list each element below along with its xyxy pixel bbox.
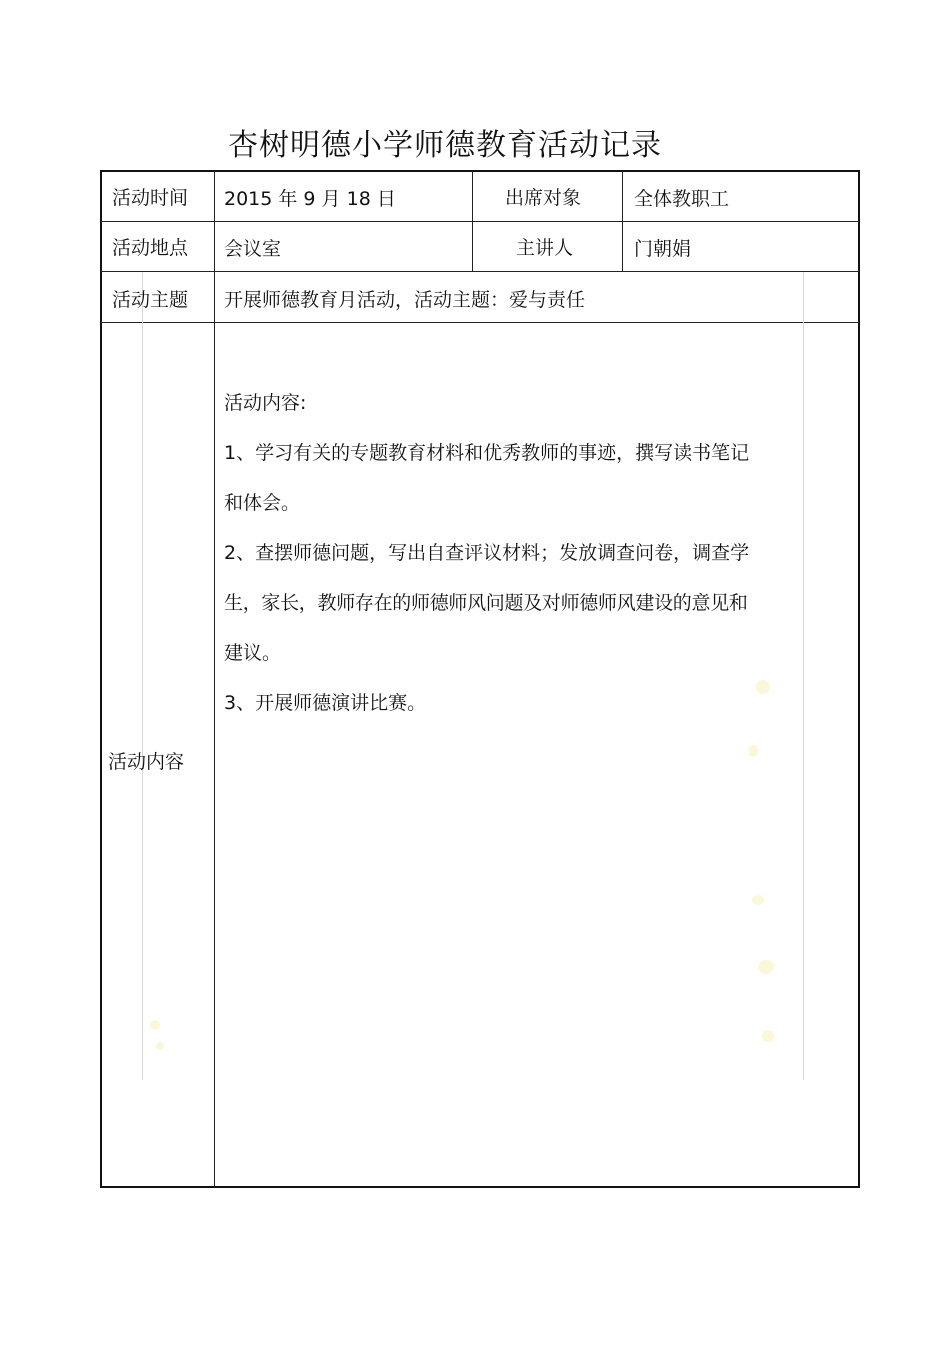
content-line: 2、查摆师德问题，写出自查评议材料；发放调查问卷，调查学 xyxy=(224,542,750,564)
scan-speck xyxy=(150,1020,160,1030)
activity-content-body xyxy=(224,378,814,728)
content-line: 建议。 xyxy=(224,642,282,664)
scan-speck xyxy=(762,1030,774,1042)
column-divider xyxy=(472,170,473,271)
scan-artifact-line xyxy=(142,272,143,1080)
label-activity-place: 活动地点 xyxy=(112,237,189,259)
attendees-value: 全体教职工 xyxy=(634,188,730,210)
content-heading: 活动内容: xyxy=(224,392,307,414)
label-activity-time: 活动时间 xyxy=(112,187,189,209)
content-line: 生，家长，教师存在的师德师风问题及对师德师风建设的意见和 xyxy=(224,592,748,614)
activity-theme-value: 开展师德教育月活动，活动主题：爱与责任 xyxy=(224,289,586,311)
content-line: 3、开展师德演讲比赛。 xyxy=(224,692,427,714)
scan-speck xyxy=(758,960,774,974)
scan-speck xyxy=(748,745,758,757)
speaker-value: 门朝娟 xyxy=(634,238,692,260)
label-attendees: 出席对象 xyxy=(505,187,582,209)
label-activity-content: 活动内容 xyxy=(108,751,185,773)
scan-speck xyxy=(752,895,764,905)
column-divider xyxy=(622,170,623,271)
column-divider xyxy=(214,170,215,1188)
activity-time-value: 2015 年 9 月 18 日 xyxy=(224,188,396,210)
label-speaker: 主讲人 xyxy=(516,237,574,259)
activity-place-value: 会议室 xyxy=(224,238,282,260)
scan-speck xyxy=(756,680,770,694)
content-line: 和体会。 xyxy=(224,492,301,514)
scan-speck xyxy=(156,1042,164,1050)
label-activity-theme: 活动主题 xyxy=(112,289,189,311)
content-line: 1、学习有关的专题教育材料和优秀教师的事迹，撰写读书笔记 xyxy=(224,442,750,464)
page-title: 杏树明德小学师德教育活动记录 xyxy=(228,128,662,163)
